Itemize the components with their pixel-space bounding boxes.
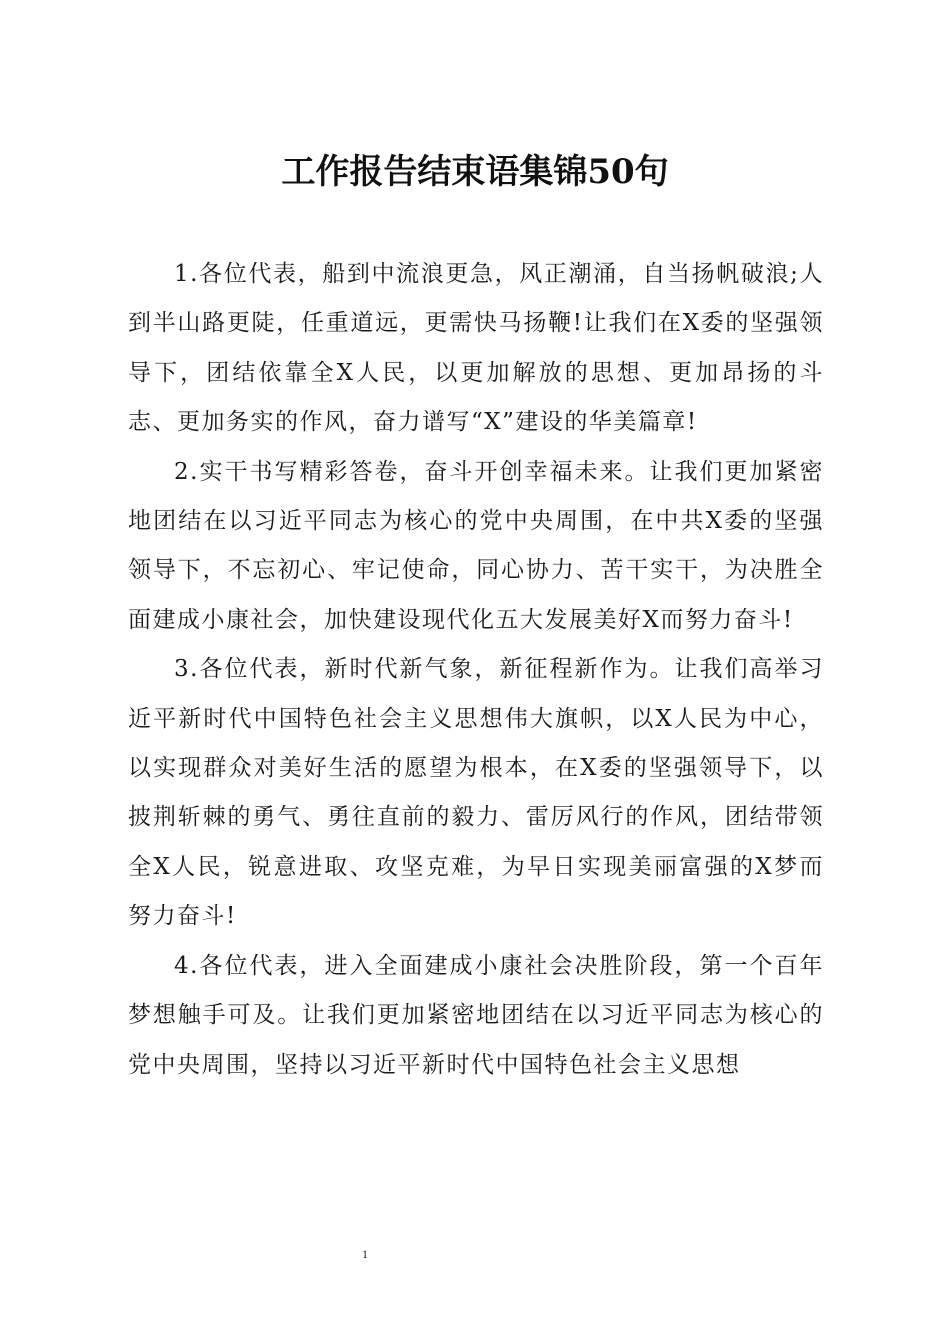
paragraph-3: 3.各位代表，新时代新气象，新征程新作为。让我们高举习近平新时代中国特色社会主义思想伟大旗帜，以X人民为中心，以实现群众对美好生活的愿望为根本，在X委的坚强领导下，以披荆斩棘的勇气、勇往直前的毅力、雷厉风行的作风，团结带领全X人民，锐意进取、攻坚克难，为早日实现美丽富强的X梦而努力奋斗! bbox=[128, 656, 824, 930]
paragraph-1: 1.各位代表，船到中流浪更急，风正潮涌，自当扬帆破浪;人到半山路更陡，任重道远，更需快马扬鞭!让我们在X委的坚强领导下，团结依靠全X人民，以更加解放的思想、更加昂扬的斗志、更加务实的作风，奋力谱写“X”建设的华美篇章! bbox=[128, 261, 824, 436]
page-number: 1 bbox=[362, 1247, 368, 1261]
document-title: 工作报告结束语集锦50句 bbox=[281, 152, 669, 192]
paragraph-2: 2.实干书写精彩答卷，奋斗开创幸福未来。让我们更加紧密地团结在以习近平同志为核心的党中央周围，在中共X委的坚强领导下，不忘初心、牢记使命，同心协力、苦干实干，为决胜全面建成小康社会，加快建设现代化五大发展美好X而努力奋斗! bbox=[128, 458, 824, 633]
paragraph-4: 4.各位代表，进入全面建成小康社会决胜阶段，第一个百年梦想触手可及。让我们更加紧密地团结在以习近平同志为核心的党中央周围，坚持以习近平新时代中国特色社会主义思想 bbox=[128, 952, 824, 1078]
document-body bbox=[128, 250, 824, 1090]
